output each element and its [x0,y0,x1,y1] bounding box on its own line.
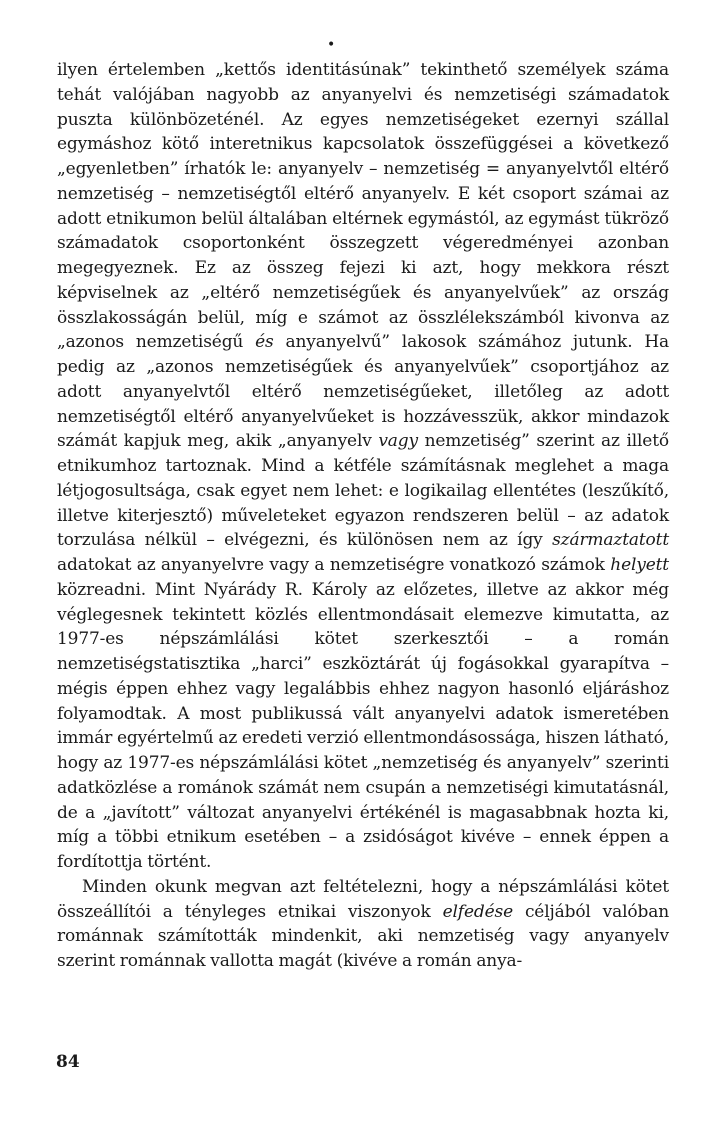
page-body [57,58,669,1058]
paragraph [57,58,669,875]
text-run: ilyen értelemben „kettős identitásúnak” tekinthető személyek száma tehát valójában nagyobb az anyanyelvi és nemzetiségi számadatok puszta különbözeténél. Az egyes nemzetiségeket ezernyi szállal egymáshoz kötő interetnikus kapcsolatok összefüggései a következő „egyenletben” írhatók le: anyanyelv – nemzetiség = anyanyelvtől eltérő nemzetiség – nemzetiségtől eltérő anyanyelv. E két csoport számai az adott etnikumon belül általában eltérnek egymástól, az egymást tükröző számadatok csoportonként összegzett végeredményei azonban megegyeznek. Ez az összeg fejezi ki azt, hogy mekkora részt képviselnek az „eltérő nemzetiségűek és anyanyelvűek” az ország összlakosságán belül, míg e számot az összlélekszámból kivonva az „azonos nemzetiségű [57,60,669,353]
italic-text: elfedése [442,901,513,922]
text-run: anyanyelvű” lakosok számához jutunk. Ha pedig az „azonos nemzetiségűek és anyanyelvűek” csoportjához az adott anyanyelvtől eltérő nemzetiségűeket, illetőleg az adott nemzetiségtől eltérő anyanyelvűeket is hozzávesszük, akkor mindazok számát kapjuk meg, akik „anyanyelv [57,332,669,452]
body-text [57,58,669,974]
text-run: Minden okunk megvan azt feltételezni, hogy a népszámlálási kötet összeállítói a tényleges etnikai viszonyok [57,876,669,922]
page-number: 84 [56,1052,80,1072]
italic-text: vagy [378,431,418,452]
top-mark: • [327,37,336,53]
italic-text: helyett [610,555,669,575]
text-run: céljából valóban románnak számították mindenkit, aki nemzetiség vagy anyanyelv szerint románnak vallotta magát (kivéve a román anya- [57,901,669,971]
italic-text: származtatott [552,530,669,551]
paragraph [57,875,669,974]
italic-text: és [255,332,274,353]
text-run: adatokat az anyanyelvre vagy a nemzetiségre vonatkozó számok [57,555,611,575]
text-run: nemzetiség” szerint az illető etnikumhoz tartoznak. Mind a kétféle számításnak meglehet a maga létjogosultsága, csak egyet nem lehet: e logikailag ellentétes (leszűkítő, illetve kiterjesztő) műveleteket egyazon rendszeren belül – az adatok torzulása nélkül – elvégezni, és különösen nem az így [57,431,669,551]
text-run: közreadni. Mint Nyárády R. Károly az előzetes, illetve az akkor még véglegesnek tekintett közlés ellentmondásait elemezve kimutatta, az 1977-es népszámlálási kötet szerkesztői – a román nemzetiségstatisztika „harci” eszköztárát új fogásokkal gyarapítva – mégis éppen ehhez vagy legalábbis ehhez nagyon hasonló eljáráshoz folyamodtak. A most publikussá vált anyanyelvi adatok ismeretében immár egyértelmű az eredeti verzió ellentmondásossága, hiszen látható, hogy az 1977-es népszámlálási kötet „nemzetiség és anyanyelv” szerinti adatközlése a románok számát nem csupán a nemzetiségi kimutatásnál, de a „javított” változat anyanyelvi értékénél is magasabbnak hozta ki, míg a többi etnikum esetében – a zsidóságot kivéve – ennek éppen a fordítottja történt. [57,579,669,872]
